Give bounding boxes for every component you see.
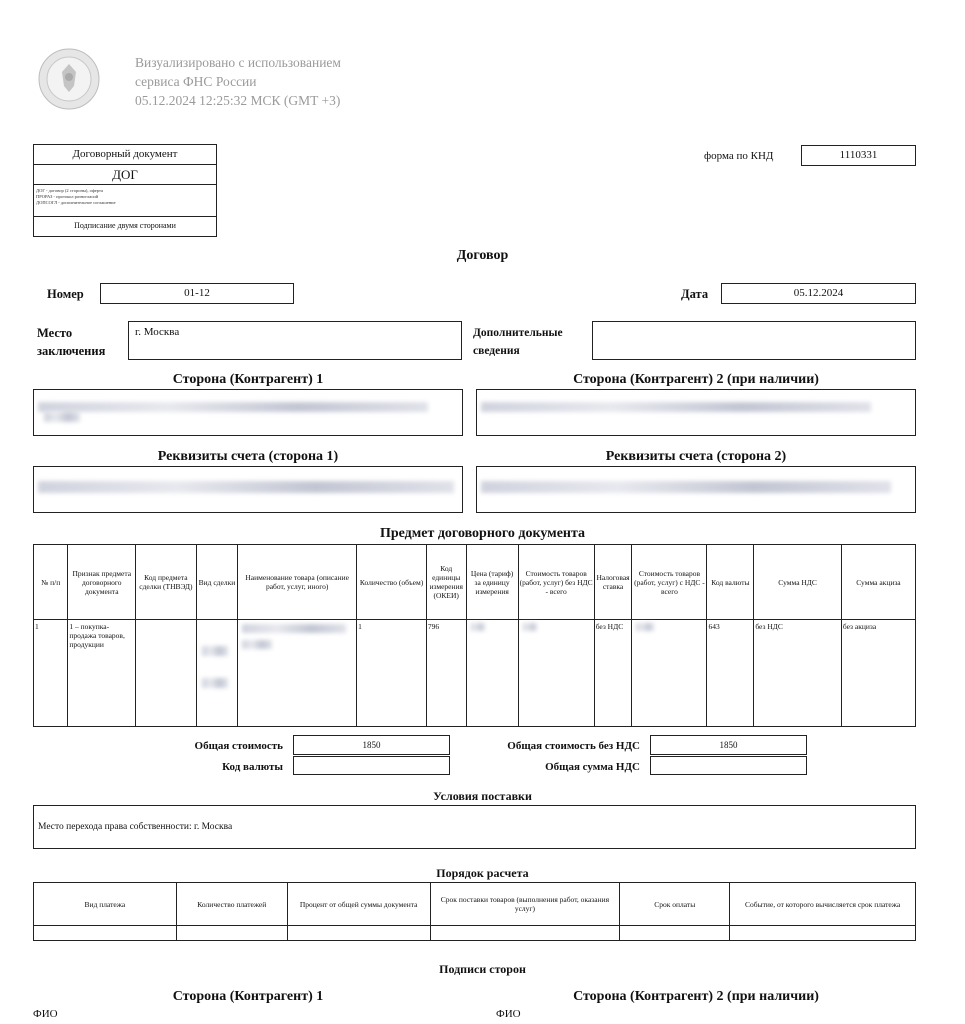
fio2-label: ФИО [496,1008,521,1020]
col-header: Цена (тариф) за единицу измерения [466,545,518,620]
pay-cell [730,926,916,941]
place-label-line-2: заключения [37,344,106,358]
cell-price [466,620,518,727]
viz-line-1: Визуализировано с использованием [135,55,341,70]
redacted-party1 [38,402,428,412]
col-header: Вид сделки [196,545,238,620]
signatures-title: Подписи сторон [439,962,526,976]
viz-line-3: 05.12.2024 12:25:32 МСК (GMT +3) [135,93,341,108]
document-type-legend [34,185,216,217]
delivery-title: Условия поставки [433,789,532,803]
col-header: Сумма акциза [841,545,915,620]
legend-line-2: ПРОРАЗ - протокол разногласий [36,194,99,199]
col-header: Стоимость товаров (работ, услуг) с НДС - всего [632,545,707,620]
extra-value [592,321,916,360]
col-header: № п/п [34,545,68,620]
table-row [34,620,916,727]
party2-box [476,389,916,436]
currency-value [293,756,450,775]
col-header: Признак предмета договорного документа [68,545,136,620]
date-value: 05.12.2024 [721,283,916,304]
party2-title: Сторона (Контрагент) 2 (при наличии) [573,372,819,387]
no-vat-total-value: 1850 [650,735,807,755]
payment-header-row [34,883,916,926]
col-header: Налоговая ставка [594,545,632,620]
pay-col-header: Вид платежа [34,883,177,926]
cell-cost-with-vat [632,620,707,727]
redacted-deal-type-b [202,678,228,688]
cell-deal-type [196,620,238,727]
knd-label: форма по КНД [704,150,774,162]
document-title: Договор [456,248,509,263]
cell-currency: 643 [707,620,754,727]
redacted-product [242,624,346,633]
requisites1-box [33,466,463,513]
col-header: Код единицы измерения (ОКЕИ) [426,545,466,620]
currency-label: Код валюты [222,761,283,773]
redacted-cost-vat [636,623,654,631]
document-type-box [33,144,217,237]
legend-line-1: ДОГ - договор (2 стороны), оферта [36,188,103,193]
redacted-deal-type [202,646,228,656]
pay-cell [34,926,177,941]
no-vat-total-label: Общая стоимость без НДС [507,740,640,752]
pay-cell [620,926,730,941]
pay-cell [176,926,287,941]
party1-title: Сторона (Контрагент) 1 [172,372,324,387]
cell-tnved [136,620,196,727]
col-header: Сумма НДС [754,545,842,620]
requisites2-box [476,466,916,513]
requisites1-title: Реквизиты счета (сторона 1) [157,449,339,464]
subject-title: Предмет договорного документа [379,526,586,541]
cell-qty: 1 [357,620,427,727]
document-type-code: ДОГ [34,165,216,185]
extra-label-line-2: сведения [473,345,520,357]
place-value: г. Москва [128,321,462,360]
redacted-party2 [481,402,871,412]
sign-party2-title: Сторона (Контрагент) 2 (при наличии) [573,989,819,1004]
pay-col-header: Срок оплаты [620,883,730,926]
vat-total-value [650,756,807,775]
date-label: Дата [681,287,709,301]
col-header: Стоимость товаров (работ, услуг) без НДС - всего [518,545,594,620]
cell-num: 1 [34,620,68,727]
items-table [33,544,916,727]
col-header: Код валюты [707,545,754,620]
delivery-text: Место перехода права собственности: г. Москва [33,805,916,849]
payment-table [33,882,916,941]
redacted-product-b [242,640,272,649]
knd-value: 1110331 [801,145,916,166]
cell-excise: без акциза [841,620,915,727]
col-header: Количество (объем) [357,545,427,620]
place-label [37,324,105,360]
vat-total-label: Общая сумма НДС [545,761,640,773]
sign-party1-title: Сторона (Контрагент) 1 [172,989,324,1004]
redacted-party1-b [44,412,80,422]
fio1-label: ФИО [33,1008,58,1020]
pay-col-header: Срок поставки товаров (выполнения работ, оказания услуг) [430,883,620,926]
redacted-requisites2 [481,481,891,493]
cell-okei: 796 [426,620,466,727]
number-value: 01-12 [100,283,294,304]
extra-label-line-1: Дополнительные [473,327,563,339]
total-label: Общая стоимость [194,740,283,752]
signing-mode: Подписание двумя сторонами [74,221,176,230]
redacted-cost [523,623,537,631]
payment-title: Порядок расчета [436,866,529,880]
pay-col-header: Событие, от которого вычисляется срок платежа [730,883,916,926]
cell-sign: 1 – покупка-продажа товаров, продукции [68,620,136,727]
redacted-price [471,623,485,631]
party1-box [33,389,463,436]
pay-col-header: Процент от общей суммы документа [287,883,430,926]
payment-row [34,926,916,941]
cell-tax-rate: без НДС [594,620,632,727]
redacted-requisites1 [38,481,454,493]
pay-col-header: Количество платежей [176,883,287,926]
place-label-line-1: Место [37,326,73,340]
col-header: Код предмета сделки (ТНВЭД) [136,545,196,620]
col-header: Наименование товара (описание работ, услуг, иного) [238,545,357,620]
cell-product-name [238,620,357,727]
cell-vat-sum: без НДС [754,620,842,727]
visualization-note [135,53,341,110]
fns-seal-logo [38,48,100,110]
legend-line-3: ДОПСОГЛ - дополнительное соглашение [36,200,116,205]
requisites2-title: Реквизиты счета (сторона 2) [605,449,787,464]
extra-label [473,324,563,360]
pay-cell [287,926,430,941]
viz-line-2: сервиса ФНС России [135,74,257,89]
total-value: 1850 [293,735,450,755]
table-header-row [34,545,916,620]
cell-cost-no-vat [518,620,594,727]
number-label: Номер [47,287,84,301]
document-type-title: Договорный документ [34,145,216,165]
pay-cell [430,926,620,941]
